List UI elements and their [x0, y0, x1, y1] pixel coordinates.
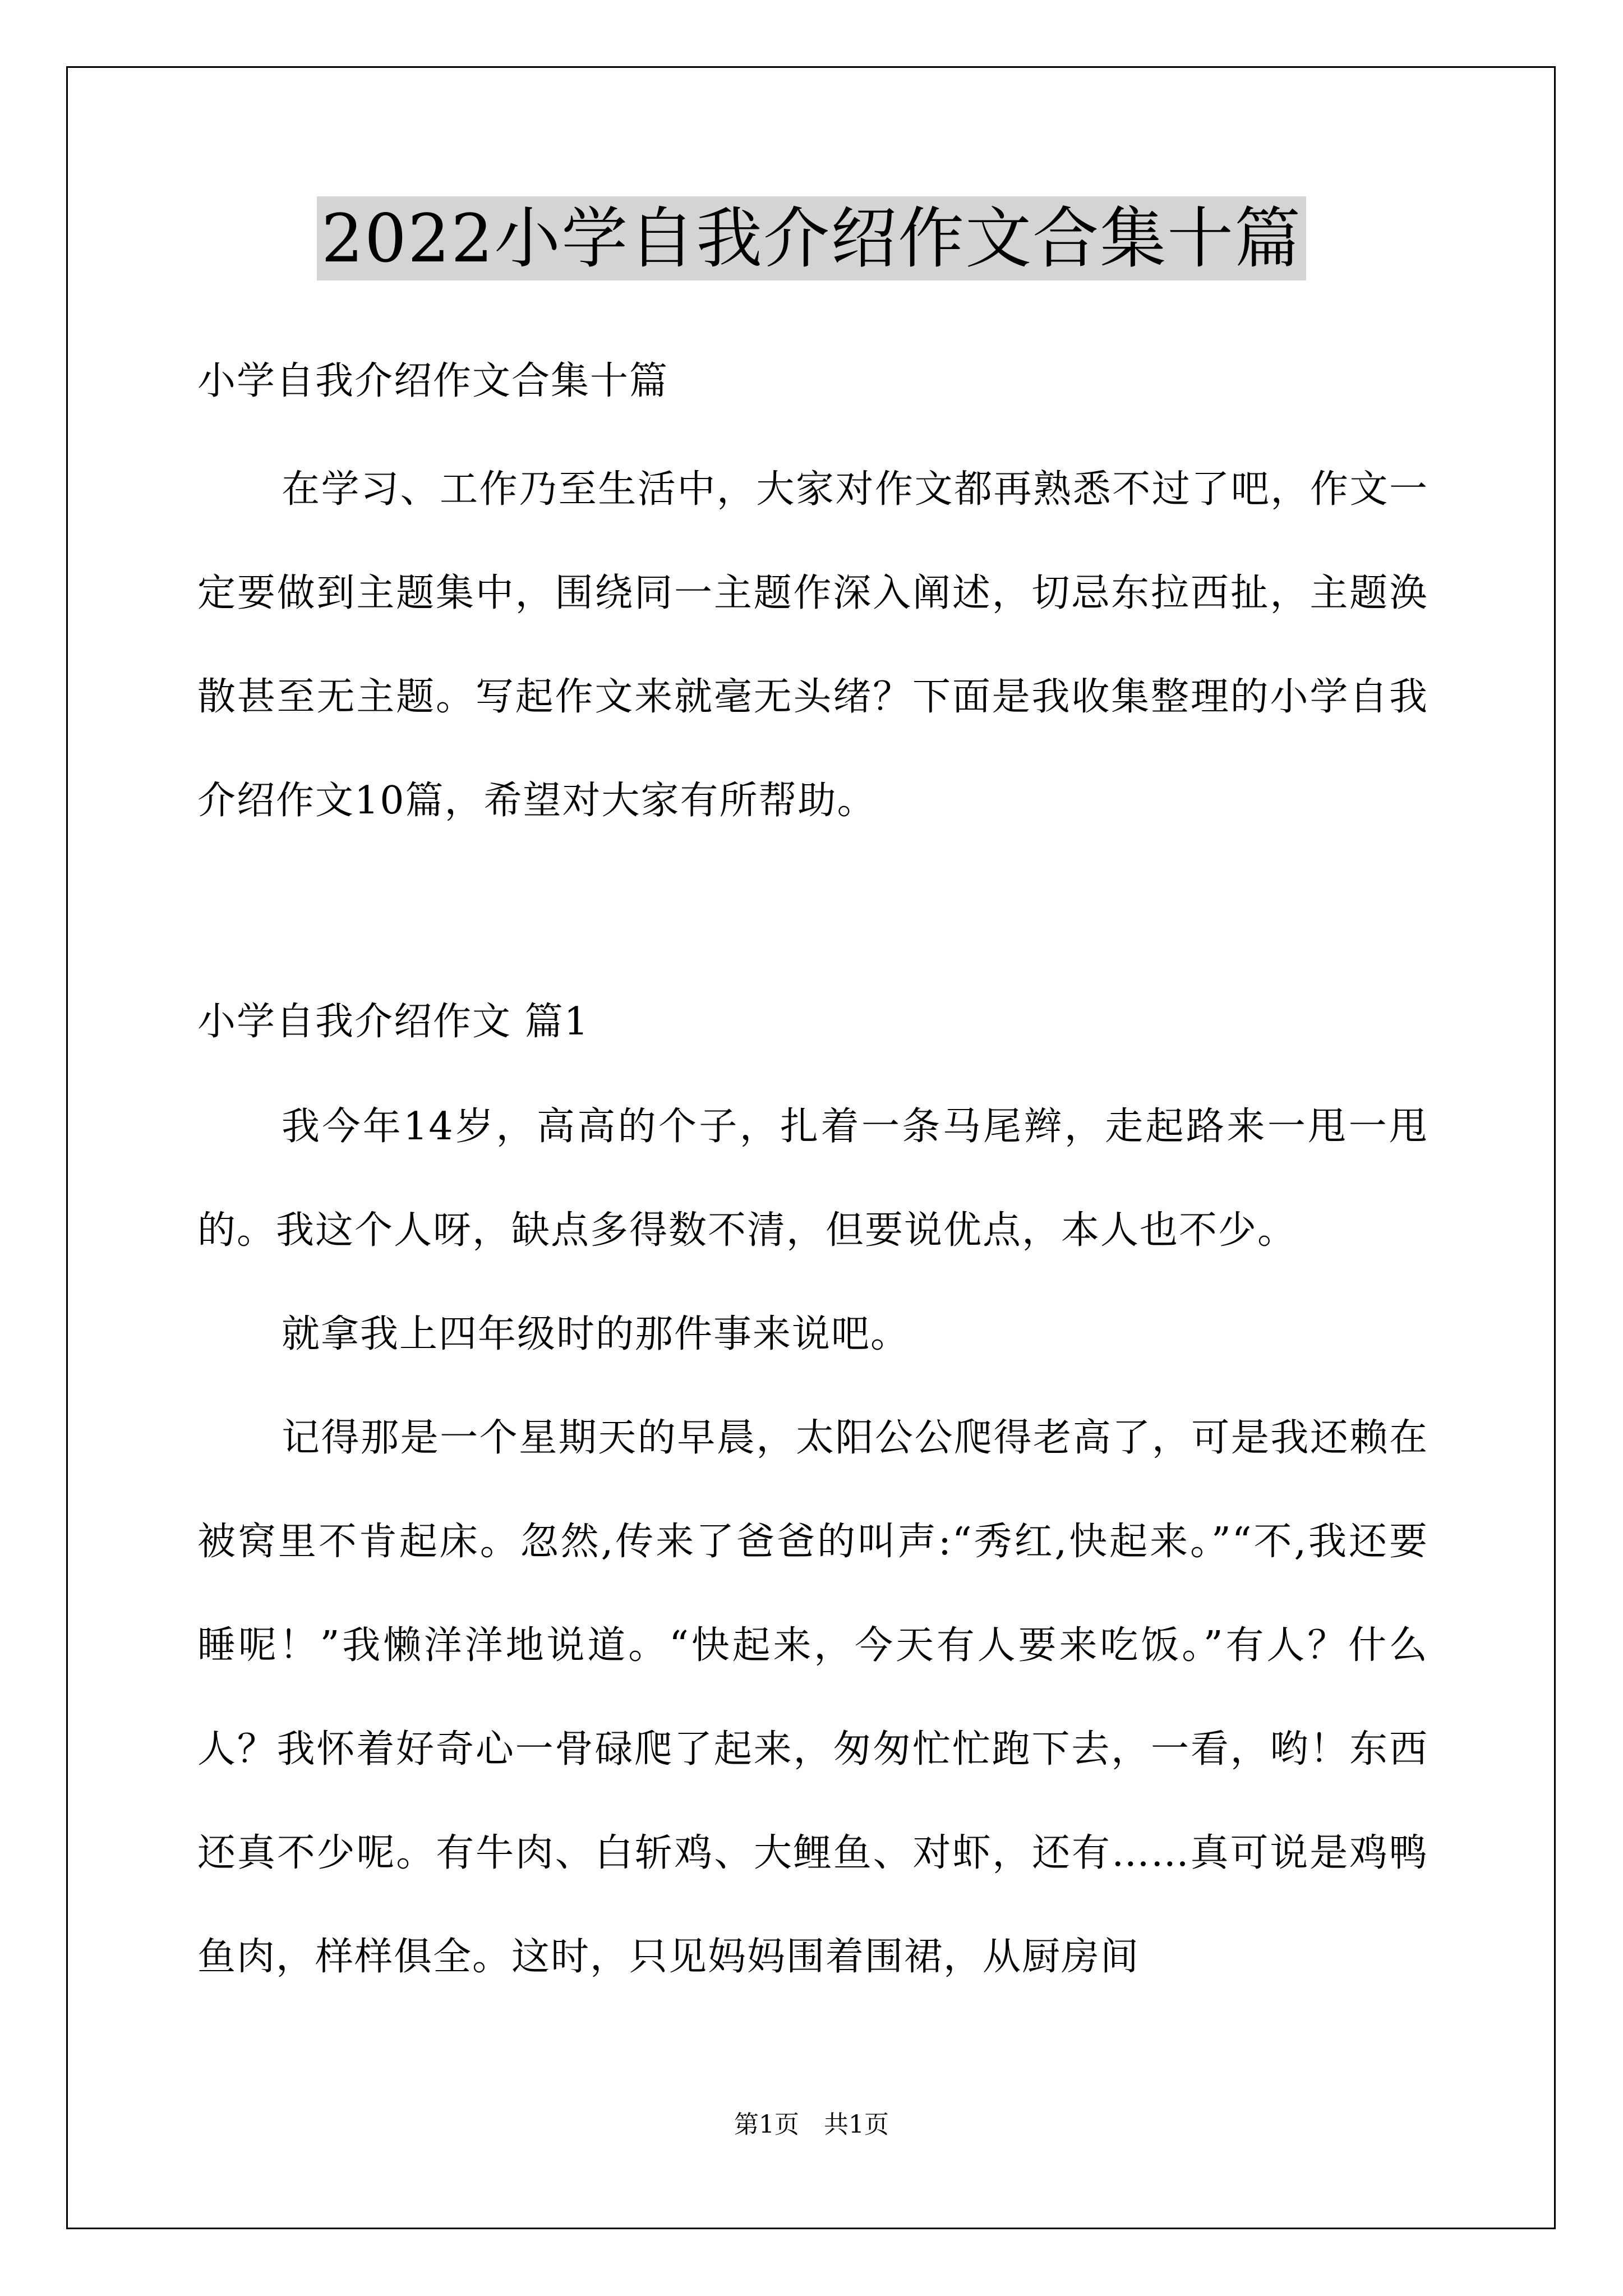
document-title: 2022小学自我介绍作文合集十篇 — [317, 196, 1306, 280]
intro-paragraph: 在学习、工作乃至生活中，大家对作文都再熟悉不过了吧，作文一定要做到主题集中，围绕同一主题作深入阐述，切忌东拉西扯，主题涣散甚至无主题。写起作文来就毫无头绪？下面是我收集整理的小学自我介绍作文10篇，希望对大家有所帮助。 — [197, 467, 1428, 823]
page-footer: 第1页 共1页 — [734, 2110, 889, 2139]
paragraph-1: 我今年14岁，高高的个子，扎着一条马尾辫，走起路来一甩一甩的。我这个人呀，缺点多得数不清，但要说优点，本人也不少。 — [197, 1105, 1428, 1253]
title-wrap — [0, 196, 1623, 280]
document-subtitle: 小学自我介绍作文合集十篇 — [197, 359, 669, 403]
paragraph-2: 就拿我上四年级时的那件事来说吧。 — [282, 1312, 910, 1356]
section-heading: 小学自我介绍作文 篇1 — [197, 1000, 589, 1044]
paragraph-3: 记得那是一个星期天的早晨，太阳公公爬得老高了，可是我还赖在被窝里不肯起床。忽然,传来了爸爸的叫声:“秀红,快起来。”“不,我还要睡呢！”我懒洋洋地说道。“快起来，今天有人要来吃饭。”有人？什么人？我怀着好奇心一骨碌爬了起来，匆匆忙忙跑下去，一看，哟！东西还真不少呢。有牛肉、白斩鸡、大鲤鱼、对虾，还有……真可说是鸡鸭鱼肉，样样俱全。这时，只见妈妈围着围裙，从厨房间 — [197, 1416, 1428, 1979]
